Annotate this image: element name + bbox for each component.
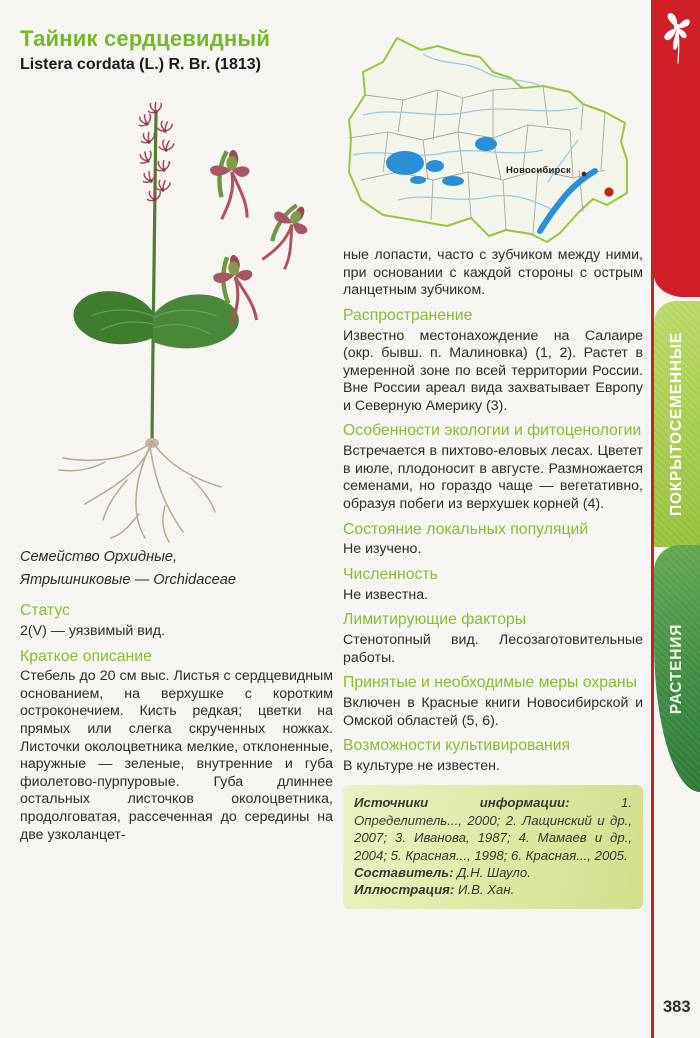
section-heading-limiting-factors: Лимитирующие факторы <box>343 611 527 629</box>
section-text-local-populations: Не изучено. <box>343 541 422 558</box>
sidebar-angiosperms-band <box>654 301 700 547</box>
sidebar-plants-band <box>654 545 700 792</box>
illustrator-label: Иллюстрация: <box>354 882 455 898</box>
orchid-flower-icon <box>660 8 694 68</box>
city-dot <box>582 172 587 177</box>
section-text-protection-measures: Включен в Красные книги Новосибирской и Омской областей (5, 6). <box>343 694 643 729</box>
botanical-illustration <box>15 86 335 546</box>
section-text-cultivation: В культуре не известен. <box>343 757 500 774</box>
compiler-label: Составитель: <box>354 865 454 881</box>
family-name <box>20 546 333 591</box>
section-heading-distribution: Распространение <box>343 306 473 324</box>
species-latin-name: Listera cordata (L.) R. Br. (1813) <box>20 56 261 73</box>
family-line-1: Семейство Орхидные, <box>20 549 178 565</box>
sidebar-angiosperms-label: ПОКРЫТОСЕМЕННЫЕ <box>668 332 685 516</box>
description-heading: Краткое описание <box>20 647 152 665</box>
record-location-marker <box>604 187 613 196</box>
compiler-text: Д.Н. Шауло. <box>457 865 531 881</box>
status-heading: Статус <box>20 602 70 620</box>
sidebar-red-band <box>654 0 700 297</box>
section-heading-cultivation: Возможности культивирования <box>343 737 571 755</box>
status-text: 2(V) — уязвимый вид. <box>20 622 165 639</box>
section-heading-local-populations: Состояние локальных популяций <box>343 520 589 538</box>
sources-info-label: Источники информации: <box>354 795 570 811</box>
sources-box <box>343 785 643 908</box>
distribution-map <box>343 20 643 245</box>
section-text-abundance: Не известна. <box>343 586 429 603</box>
illustrator-text: И.В. Хан. <box>457 882 515 898</box>
left-column <box>20 546 333 844</box>
sources-compiler <box>354 864 632 881</box>
sidebar-plants-label: РАСТЕНИЯ <box>668 623 685 714</box>
edge-tab-sidebar <box>651 0 700 1038</box>
section-heading-ecology: Особенности экологии и фитоценологии <box>343 422 642 440</box>
section-heading-abundance: Численность <box>343 565 438 583</box>
family-line-2: Ятрышниковые — Orchidaceae <box>20 571 236 588</box>
map-city-label: Новосибирск <box>506 165 571 176</box>
description-text: Стебель до 20 см выс. Листья с сердцевидным основанием, на верхушке с коротким остроконечием. Кисть редкая; цветки на прямых или слегка скрученных ножках. Листочки околоцветника мелкие, отклоненные, наружные — зеленые, внутренние и губа фиолетово-пурпуровые. Губа длиннее остальных листочков околоцветника, продолговатая, рассеченная до середины на две узколанцет- <box>20 668 333 843</box>
section-text-limiting-factors: Стенотопный вид. Лесозаготовительные работы. <box>343 631 643 666</box>
section-text-ecology: Встречается в пихтово-еловых лесах. Цветет в июле, плодоносит в августе. Размножается семенами, но гораздо чаще — вегетативно, образуя побеги из верхушек корней (4). <box>343 443 643 512</box>
sources-illustrator <box>354 881 632 898</box>
right-column <box>343 247 643 909</box>
sources-info-text: 1. Определитель..., 2000; 2. Лащинский и др., 2007; 3. Иванова, 1987; 4. Мамаев и др., 2004; 5. Красная..., 1998; 6. Красная..., 2005. <box>354 795 632 863</box>
sources-info <box>354 794 632 864</box>
species-title: Тайник сердцевидный <box>20 26 271 51</box>
page-number: 383 <box>663 998 691 1016</box>
description-continuation: ные лопасти, часто с зубчиком между ними, при основании с каждой стороны с острым ланцетным зубчиком. <box>343 247 643 299</box>
section-heading-protection-measures: Принятые и необходимые меры охраны <box>343 674 637 692</box>
section-text-distribution: Известно местонахождение на Салаире (окр. бывш. п. Малиновка) (1, 2). Растет в умеренной зоне по всей территории России. Вне России ареал вида захватывает Европу и Северную Америку (3). <box>343 327 643 414</box>
